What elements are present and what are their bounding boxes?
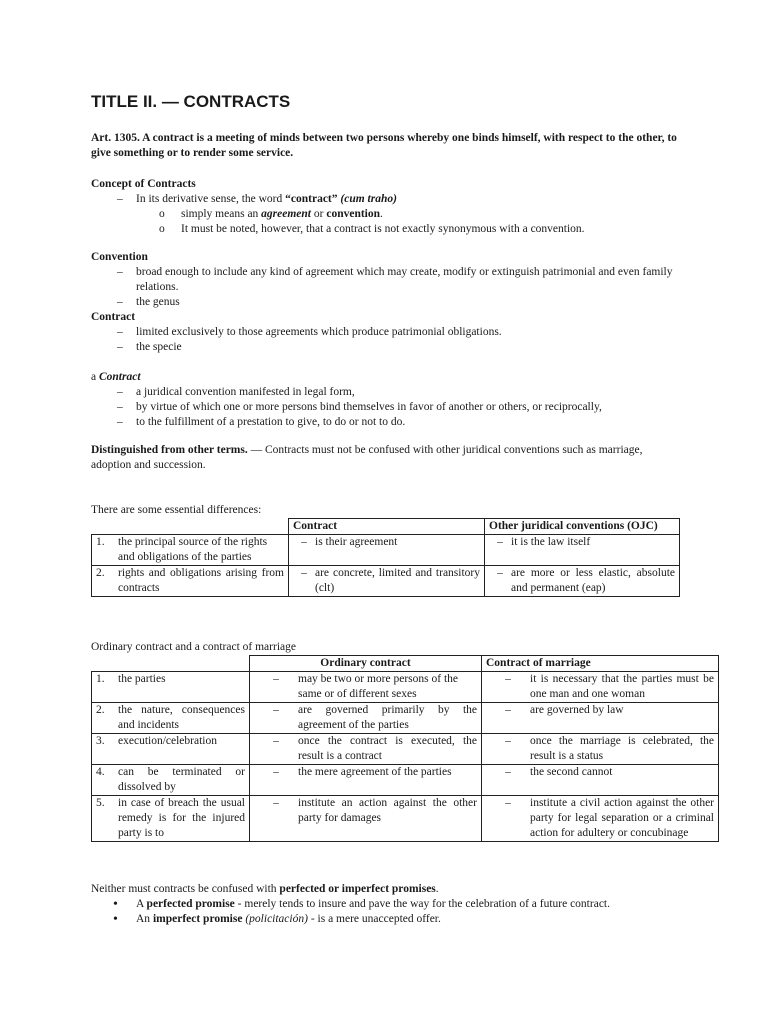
concept-item [91,192,679,207]
promise-item [91,912,679,927]
distinguished-line2: adoption and succession. [91,459,206,471]
a-contract-item: – a juridical convention manifested in legal form, [91,385,679,400]
concept-section [91,177,679,237]
col-marriage: Contract of marriage [482,656,719,672]
a-prefix: a [91,371,99,383]
a-contract-section [91,370,679,430]
row-label: in case of breach the usual remedy is for the injured party is to [118,797,245,839]
marriage-cell: the second cannot [530,766,613,778]
contract-cell: are concrete, limited and transitory (clt) [315,567,480,594]
imperfect-text: - is a mere unaccepted offer. [307,913,441,925]
concept-subitem [91,207,679,222]
row-label: the principal source of the rights and obligations of the parties [118,536,268,563]
article-an: An [136,913,153,925]
convention-item: – broad enough to include any kind of agreement which may create, modify or extinguish patrimonial and even family relations. [91,265,679,295]
a-contract-item: – by virtue of which one or more persons bind themselves in favor of another or others, or reciprocally, [91,400,679,415]
row-label: can be terminated or dissolved by [118,766,245,793]
table-row: 2. the nature, consequences and incidents – are governed primarily by the agreement of the parties – are governed by law [92,703,719,734]
empty-header [92,656,250,672]
marriage-cell: institute a civil action against the other party for legal separation or a criminal action for adultery or concubinage [530,797,714,839]
row-number: 1. [96,536,105,548]
contract-word: “contract” [285,193,338,205]
row-label: the nature, consequences and incidents [118,704,245,731]
marriage-cell: it is necessary that the parties must be one man and one woman [530,673,714,700]
promises-intro [91,882,679,897]
contract-term: Contract [98,371,141,383]
article-a: A [136,898,147,910]
period: . [435,883,439,895]
ordinary-cell: institute an action against the other party for damages [298,797,477,824]
row-number: 2. [96,567,105,579]
promise-item [91,897,679,912]
policitacion: (policitación) [242,913,308,925]
imperfect-promise: imperfect promise [152,913,243,925]
convention-section [91,250,679,355]
table-row: 3. execution/celebration – once the contract is executed, the result is a contract – once the marriage is celebrated, the result is a status [92,734,719,765]
cum-traho: (cum traho) [337,193,397,205]
a-contract-item: – to the fulfillment of a prestation to give, to do or not to do. [91,415,679,430]
row-label: execution/celebration [118,735,217,747]
table-row: 5. in case of breach the usual remedy is for the injured party is to – institute an action against the other party for damages – institute a civil action against the other party for legal separation or a criminal action for adultery or concubinage [92,796,719,842]
agreement-word: agreement [261,208,311,220]
contract-item: – limited exclusively to those agreements which produce patrimonial obligations. [91,325,679,340]
convention-item: – the genus [91,295,679,310]
sub-text: simply means an [181,208,262,220]
concept-text: In its derivative sense, the word [136,193,286,205]
marriage-table [91,655,719,842]
table-row: 2. rights and obligations arising from contracts – are concrete, limited and transitory (clt) – are more or less elastic, absolute and permanent (eap) [92,566,680,597]
contract-heading: Contract [91,311,136,323]
marriage-intro: Ordinary contract and a contract of marriage [91,641,296,653]
row-number: 4. [96,766,105,778]
perfected-promise: perfected promise [146,898,235,910]
row-label: rights and obligations arising from contracts [118,567,284,594]
distinguished-paragraph [91,443,679,473]
table-row: 1. the principal source of the rights and obligations of the parties – is their agreement – it is the law itself [92,535,680,566]
row-number: 1. [96,673,105,685]
distinguished-text: — Contracts must not be confused with other juridical conventions such as marriage, [247,444,643,456]
concept-heading: Concept of Contracts [91,178,196,190]
contract-cell: is their agreement [315,536,398,548]
row-number: 5. [96,797,105,809]
differences-intro: There are some essential differences: [91,504,262,516]
differences-table [91,518,680,597]
contract-item: – the specie [91,340,679,355]
period: . [380,208,383,220]
ordinary-cell: once the contract is executed, the result is a contract [298,735,477,762]
empty-header [92,519,289,535]
promises-bold: perfected or imperfect promises [279,883,436,895]
row-number: 3. [96,735,105,747]
page-title: TITLE II. — CONTRACTS [91,92,291,111]
concept-subitem: o It must be noted, however, that a contract is not exactly synonymous with a convention. [91,222,679,237]
a-contract-heading [91,370,679,385]
or-text: or [311,208,327,220]
ordinary-cell: may be two or more persons of the same or of different sexes [298,673,459,700]
convention-heading: Convention [91,251,148,263]
promises-text: Neither must contracts be confused with [91,883,280,895]
table-row: 4. can be terminated or dissolved by – the mere agreement of the parties – the second cannot [92,765,719,796]
convention-word: convention [326,208,381,220]
ojc-cell: are more or less elastic, absolute and permanent (eap) [511,567,675,594]
col-contract: Contract [289,519,485,535]
marriage-cell: once the marriage is celebrated, the result is a status [530,735,714,762]
distinguished-heading: Distinguished from other terms. [91,444,248,456]
ordinary-cell: are governed primarily by the agreement of the parties [298,704,477,731]
ordinary-cell: the mere agreement of the parties [298,766,452,778]
col-ordinary: Ordinary contract [250,656,482,672]
table-row: 1. the parties – may be two or more persons of the same or of different sexes – it is necessary that the parties must be one man and one woman [92,672,719,703]
promises-section [91,882,679,927]
article-1305: Art. 1305. A contract is a meeting of minds between two persons whereby one binds himself, with respect to the other, to give something or to render some service. [91,132,677,159]
ojc-cell: it is the law itself [511,536,591,548]
row-label: the parties [118,673,166,685]
perfected-text: - merely tends to insure and pave the way for the celebration of a future contract. [234,898,610,910]
col-ojc: Other juridical conventions (OJC) [485,519,680,535]
marriage-cell: are governed by law [530,704,624,716]
row-number: 2. [96,704,105,716]
